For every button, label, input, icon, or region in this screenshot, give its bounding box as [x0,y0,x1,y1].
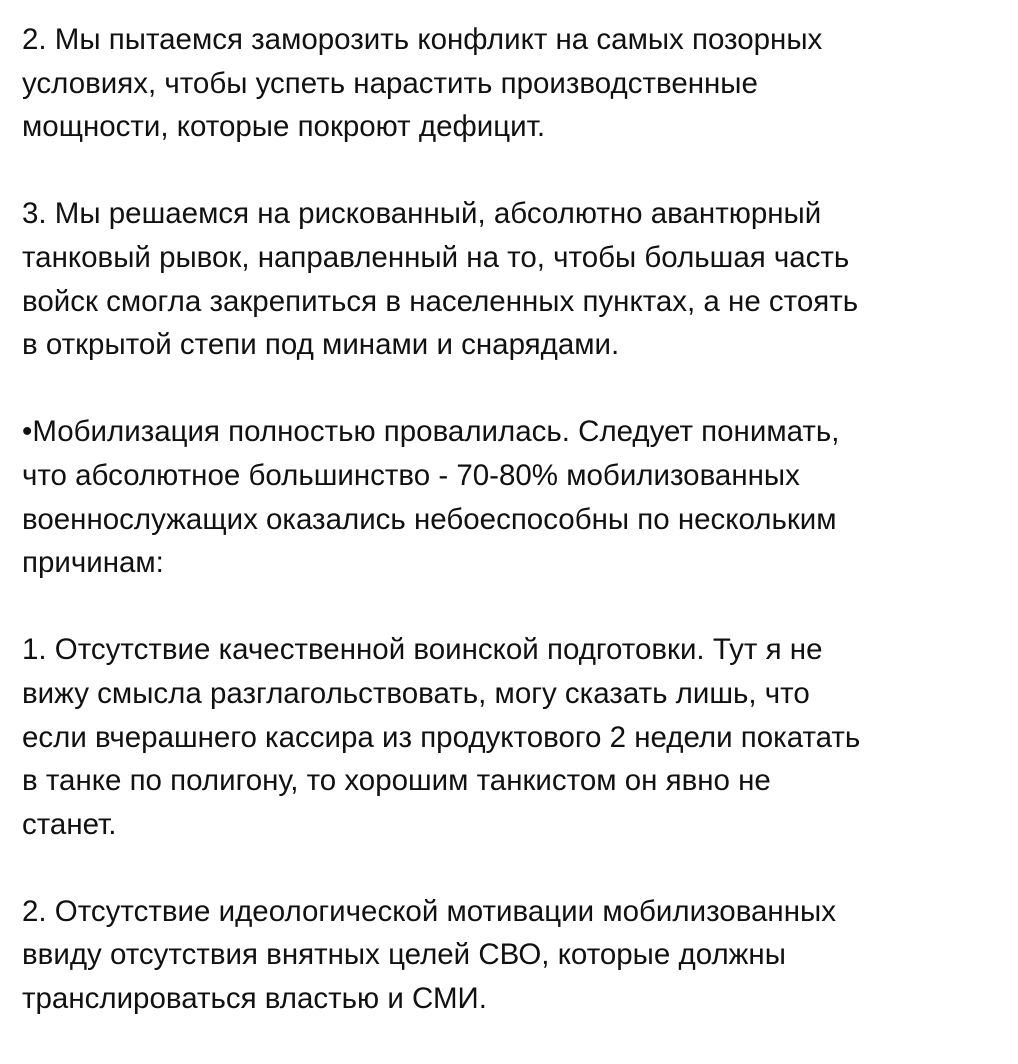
text-line: ввиду отсутствия внятных целей СВО, которые должны [22,938,786,972]
text-line: танковый рывок, направленный на то, чтобы большая часть [22,240,850,274]
text-line: вижу смысла разглагольствовать, могу сказать лишь, что [22,676,810,710]
paragraph-point-3 [22,192,860,366]
text-line: 2. Мы пытаемся заморозить конфликт на самых позорных [22,23,823,56]
text-line: если вчерашнего кассира из продуктового 2 недели покатать [22,720,861,754]
paragraph-mobilization [22,410,860,584]
text-line: транслироваться властью и СМИ. [22,982,487,1016]
text-line: мощности, которые покроют дефицит. [22,110,546,144]
text-line: войск смогла закрепиться в населенных пунктах, а не стоять [22,284,859,318]
text-line: •Мобилизация полностью провалилась. Следует понимать, [22,415,840,449]
text-line: 2. Отсутствие идеологической мотивации мобилизованных [22,894,836,928]
paragraph-point-2 [22,18,860,149]
text-line: 1. Отсутствие качественной воинской подготовки. Тут я не [22,633,823,667]
text-line: в открытой степи под минами и снарядами. [22,328,620,362]
text-line: в танке по полигону, то хорошим танкистом он явно не [22,764,771,798]
document-body [22,18,860,1064]
text-line: станет. [22,807,117,841]
text-line: что абсолютное большинство - 70-80% мобилизованных [22,458,800,492]
paragraph-reason-1 [22,628,860,846]
paragraph-reason-2 [22,890,860,1021]
text-line: причинам: [22,546,164,580]
text-line: военнослужащих оказались небоеспособны по нескольким [22,502,837,536]
text-line: 3. Мы решаемся на рискованный, абсолютно авантюрный [22,197,822,231]
text-line: условиях, чтобы успеть нарастить производственные [22,66,758,100]
